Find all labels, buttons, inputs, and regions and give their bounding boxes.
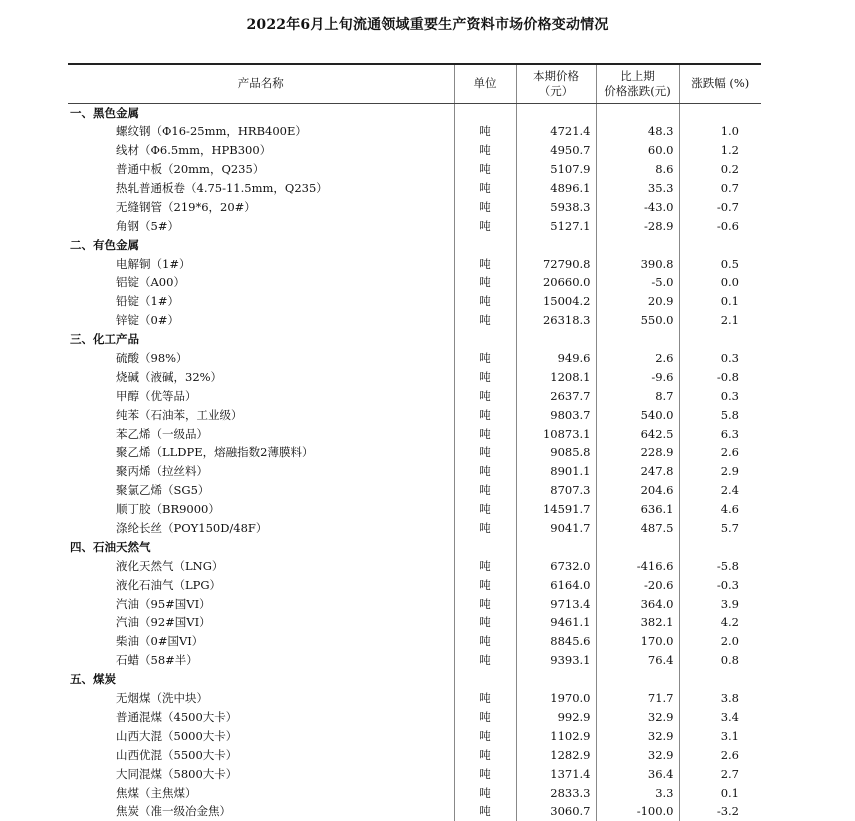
- price-change: 228.9: [596, 443, 679, 462]
- current-price: 9085.8: [516, 443, 596, 462]
- header-current-price-line2: （元）: [538, 83, 574, 98]
- current-price: 10873.1: [516, 424, 596, 443]
- change-percent: 0.7: [679, 179, 761, 198]
- price-change: 247.8: [596, 462, 679, 481]
- table-row: [68, 556, 761, 575]
- product-name: 角钢（5#）: [116, 218, 179, 233]
- product-name: 顺丁胶（BR9000）: [116, 502, 220, 517]
- change-percent: 0.1: [679, 783, 761, 802]
- empty-cell: [596, 235, 679, 254]
- price-change: 60.0: [596, 141, 679, 160]
- product-unit: 吨: [454, 292, 516, 311]
- header-current-price: [516, 64, 596, 103]
- product-unit: 吨: [454, 575, 516, 594]
- current-price: 8845.6: [516, 632, 596, 651]
- product-name: 大同混煤（5800大卡）: [116, 766, 238, 781]
- current-price: 4721.4: [516, 122, 596, 141]
- product-unit: 吨: [454, 783, 516, 802]
- table-row: [68, 386, 761, 405]
- header-change-percent: 涨跌幅 (%): [679, 64, 761, 103]
- empty-cell: [516, 670, 596, 689]
- table-row: [68, 216, 761, 235]
- current-price: 992.9: [516, 708, 596, 727]
- change-percent: 0.3: [679, 386, 761, 405]
- current-price: 8901.1: [516, 462, 596, 481]
- product-unit: 吨: [454, 519, 516, 538]
- product-unit: 吨: [454, 632, 516, 651]
- change-percent: -0.8: [679, 367, 761, 386]
- change-percent: 0.2: [679, 160, 761, 179]
- change-percent: 0.8: [679, 651, 761, 670]
- price-table: [68, 63, 761, 821]
- product-unit: 吨: [454, 556, 516, 575]
- price-change: 364.0: [596, 594, 679, 613]
- price-change: 76.4: [596, 651, 679, 670]
- table-row: [68, 708, 761, 727]
- table-body: [68, 103, 761, 821]
- price-change: 35.3: [596, 179, 679, 198]
- current-price: 9041.7: [516, 519, 596, 538]
- product-name: 纯苯（石油苯，工业级）: [116, 407, 243, 422]
- change-percent: 5.8: [679, 405, 761, 424]
- product-unit: 吨: [454, 273, 516, 292]
- table-row: [68, 575, 761, 594]
- product-unit: 吨: [454, 726, 516, 745]
- change-percent: -0.7: [679, 197, 761, 216]
- product-name: 液化天然气（LNG）: [116, 558, 224, 573]
- change-percent: 3.1: [679, 726, 761, 745]
- change-percent: 0.0: [679, 273, 761, 292]
- current-price: 2833.3: [516, 783, 596, 802]
- price-change: 8.6: [596, 160, 679, 179]
- category-name: 三、化工产品: [70, 332, 139, 347]
- current-price: 5127.1: [516, 216, 596, 235]
- product-unit: 吨: [454, 462, 516, 481]
- product-name: 电解铜（1#）: [116, 256, 191, 271]
- product-name: 山西大混（5000大卡）: [116, 728, 238, 743]
- table-row: [68, 500, 761, 519]
- change-percent: 3.8: [679, 689, 761, 708]
- product-unit: 吨: [454, 424, 516, 443]
- product-name: 铝锭（A00）: [116, 275, 185, 290]
- product-unit: 吨: [454, 613, 516, 632]
- product-unit: 吨: [454, 367, 516, 386]
- price-change: -416.6: [596, 556, 679, 575]
- product-name: 甲醇（优等品）: [116, 388, 197, 403]
- price-change: 204.6: [596, 481, 679, 500]
- category-row: [68, 537, 761, 556]
- price-change: 8.7: [596, 386, 679, 405]
- price-change: 32.9: [596, 726, 679, 745]
- table-row: [68, 462, 761, 481]
- price-change: 170.0: [596, 632, 679, 651]
- product-unit: 吨: [454, 254, 516, 273]
- product-name: 线材（Φ6.5mm，HPB300）: [116, 143, 272, 158]
- product-unit: 吨: [454, 386, 516, 405]
- change-percent: 2.6: [679, 745, 761, 764]
- table-row: [68, 160, 761, 179]
- price-change: 487.5: [596, 519, 679, 538]
- price-change: 48.3: [596, 122, 679, 141]
- table-row: [68, 122, 761, 141]
- page-title: 2022年6月上旬流通领域重要生产资料市场价格变动情况: [246, 17, 609, 33]
- table-row: [68, 726, 761, 745]
- category-row: [68, 670, 761, 689]
- price-change: 32.9: [596, 708, 679, 727]
- change-percent: 2.4: [679, 481, 761, 500]
- category-name: 四、石油天然气: [70, 539, 151, 554]
- price-change: -28.9: [596, 216, 679, 235]
- product-unit: 吨: [454, 349, 516, 368]
- category-name: 五、煤炭: [70, 672, 116, 687]
- table-row: [68, 443, 761, 462]
- current-price: 2637.7: [516, 386, 596, 405]
- change-percent: 1.0: [679, 122, 761, 141]
- change-percent: -3.2: [679, 802, 761, 821]
- price-change: 20.9: [596, 292, 679, 311]
- change-percent: 3.4: [679, 708, 761, 727]
- category-row: [68, 103, 761, 122]
- product-unit: 吨: [454, 708, 516, 727]
- table-row: [68, 613, 761, 632]
- price-change: 390.8: [596, 254, 679, 273]
- change-percent: -5.8: [679, 556, 761, 575]
- product-name: 聚乙烯（LLDPE，熔融指数2薄膜料）: [116, 445, 314, 460]
- header-unit: 单位: [454, 64, 516, 103]
- empty-cell: [679, 330, 761, 349]
- product-unit: 吨: [454, 405, 516, 424]
- empty-cell: [679, 103, 761, 122]
- price-change: 3.3: [596, 783, 679, 802]
- product-name: 焦炭（准一级冶金焦）: [116, 804, 231, 819]
- empty-cell: [454, 670, 516, 689]
- product-unit: 吨: [454, 141, 516, 160]
- product-unit: 吨: [454, 160, 516, 179]
- change-percent: 6.3: [679, 424, 761, 443]
- change-percent: -0.6: [679, 216, 761, 235]
- change-percent: 4.2: [679, 613, 761, 632]
- table-row: [68, 367, 761, 386]
- product-unit: 吨: [454, 179, 516, 198]
- current-price: 4896.1: [516, 179, 596, 198]
- product-name: 螺纹钢（Φ16-25mm，HRB400E）: [116, 124, 307, 139]
- empty-cell: [679, 537, 761, 556]
- product-name: 烧碱（液碱，32%）: [116, 369, 223, 384]
- empty-cell: [679, 670, 761, 689]
- product-name: 石蜡（58#半）: [116, 653, 198, 668]
- current-price: 9393.1: [516, 651, 596, 670]
- product-unit: 吨: [454, 443, 516, 462]
- current-price: 5107.9: [516, 160, 596, 179]
- empty-cell: [454, 537, 516, 556]
- current-price: 6732.0: [516, 556, 596, 575]
- table-row: [68, 254, 761, 273]
- header-price-change-line2: 价格涨跌(元): [604, 83, 671, 98]
- product-unit: 吨: [454, 500, 516, 519]
- product-unit: 吨: [454, 764, 516, 783]
- table-row: [68, 594, 761, 613]
- current-price: 6164.0: [516, 575, 596, 594]
- current-price: 1208.1: [516, 367, 596, 386]
- price-change: 32.9: [596, 745, 679, 764]
- table-row: [68, 405, 761, 424]
- empty-cell: [454, 235, 516, 254]
- product-unit: 吨: [454, 197, 516, 216]
- price-change: -100.0: [596, 802, 679, 821]
- current-price: 3060.7: [516, 802, 596, 821]
- price-change: 550.0: [596, 311, 679, 330]
- current-price: 1282.9: [516, 745, 596, 764]
- price-change: 36.4: [596, 764, 679, 783]
- current-price: 9713.4: [516, 594, 596, 613]
- product-name: 聚丙烯（拉丝料）: [116, 464, 208, 479]
- product-name: 无烟煤（洗中块）: [116, 691, 208, 706]
- table-row: [68, 802, 761, 821]
- price-change: 642.5: [596, 424, 679, 443]
- empty-cell: [596, 330, 679, 349]
- current-price: 72790.8: [516, 254, 596, 273]
- price-change: -5.0: [596, 273, 679, 292]
- current-price: 14591.7: [516, 500, 596, 519]
- product-name: 普通中板（20mm，Q235）: [116, 162, 265, 177]
- current-price: 9461.1: [516, 613, 596, 632]
- header-product-name: 产品名称: [68, 64, 454, 103]
- product-name: 硫酸（98%）: [116, 351, 188, 366]
- product-name: 液化石油气（LPG）: [116, 577, 222, 592]
- table-row: [68, 349, 761, 368]
- header-price-change-line1: 比上期: [620, 68, 655, 83]
- product-name: 柴油（0#国VI）: [116, 634, 204, 649]
- product-unit: 吨: [454, 122, 516, 141]
- change-percent: 2.9: [679, 462, 761, 481]
- empty-cell: [596, 103, 679, 122]
- change-percent: 1.2: [679, 141, 761, 160]
- category-name: 二、有色金属: [70, 237, 139, 252]
- header-current-price-line1: 本期价格: [533, 68, 579, 83]
- change-percent: -0.3: [679, 575, 761, 594]
- change-percent: 3.9: [679, 594, 761, 613]
- product-name: 汽油（95#国VI）: [116, 596, 211, 611]
- empty-cell: [516, 103, 596, 122]
- price-change: -43.0: [596, 197, 679, 216]
- current-price: 15004.2: [516, 292, 596, 311]
- table-row: [68, 745, 761, 764]
- table-row: [68, 689, 761, 708]
- change-percent: 0.1: [679, 292, 761, 311]
- change-percent: 2.6: [679, 443, 761, 462]
- price-change: 71.7: [596, 689, 679, 708]
- current-price: 9803.7: [516, 405, 596, 424]
- category-row: [68, 330, 761, 349]
- product-unit: 吨: [454, 481, 516, 500]
- change-percent: 4.6: [679, 500, 761, 519]
- change-percent: 0.5: [679, 254, 761, 273]
- table-row: [68, 311, 761, 330]
- table-row: [68, 141, 761, 160]
- table-row: [68, 764, 761, 783]
- table-row: [68, 519, 761, 538]
- product-unit: 吨: [454, 594, 516, 613]
- price-change: 382.1: [596, 613, 679, 632]
- product-unit: 吨: [454, 311, 516, 330]
- change-percent: 0.3: [679, 349, 761, 368]
- table-header-row: [68, 64, 761, 103]
- product-name: 汽油（92#国VI）: [116, 615, 211, 630]
- current-price: 1970.0: [516, 689, 596, 708]
- change-percent: 5.7: [679, 519, 761, 538]
- empty-cell: [596, 537, 679, 556]
- product-unit: 吨: [454, 745, 516, 764]
- change-percent: 2.7: [679, 764, 761, 783]
- table-row: [68, 424, 761, 443]
- product-unit: 吨: [454, 216, 516, 235]
- price-change: 540.0: [596, 405, 679, 424]
- table-row: [68, 197, 761, 216]
- header-price-change: [596, 64, 679, 103]
- product-name: 铅锭（1#）: [116, 294, 179, 309]
- table-row: [68, 632, 761, 651]
- empty-cell: [454, 103, 516, 122]
- product-name: 无缝钢管（219*6，20#）: [116, 199, 256, 214]
- empty-cell: [679, 235, 761, 254]
- current-price: 8707.3: [516, 481, 596, 500]
- current-price: 20660.0: [516, 273, 596, 292]
- table-row: [68, 273, 761, 292]
- empty-cell: [516, 330, 596, 349]
- current-price: 1102.9: [516, 726, 596, 745]
- table-row: [68, 651, 761, 670]
- product-name: 聚氯乙烯（SG5）: [116, 483, 210, 498]
- price-change: 2.6: [596, 349, 679, 368]
- change-percent: 2.0: [679, 632, 761, 651]
- current-price: 4950.7: [516, 141, 596, 160]
- product-unit: 吨: [454, 651, 516, 670]
- table-row: [68, 783, 761, 802]
- empty-cell: [596, 670, 679, 689]
- product-name: 苯乙烯（一级品）: [116, 426, 208, 441]
- product-name: 山西优混（5500大卡）: [116, 747, 238, 762]
- current-price: 949.6: [516, 349, 596, 368]
- product-name: 焦煤（主焦煤）: [116, 785, 197, 800]
- price-change: -9.6: [596, 367, 679, 386]
- price-change: 636.1: [596, 500, 679, 519]
- change-percent: 2.1: [679, 311, 761, 330]
- product-name: 锌锭（0#）: [116, 313, 179, 328]
- table-row: [68, 292, 761, 311]
- table-row: [68, 179, 761, 198]
- category-row: [68, 235, 761, 254]
- product-unit: 吨: [454, 689, 516, 708]
- product-name: 普通混煤（4500大卡）: [116, 709, 238, 724]
- empty-cell: [516, 235, 596, 254]
- product-name: 热轧普通板卷（4.75-11.5mm，Q235）: [116, 181, 328, 195]
- product-name: 涤纶长丝（POY150D/48F）: [116, 521, 268, 536]
- empty-cell: [454, 330, 516, 349]
- product-unit: 吨: [454, 802, 516, 821]
- current-price: 26318.3: [516, 311, 596, 330]
- table-row: [68, 481, 761, 500]
- current-price: 1371.4: [516, 764, 596, 783]
- category-name: 一、黑色金属: [70, 105, 139, 120]
- empty-cell: [516, 537, 596, 556]
- price-change: -20.6: [596, 575, 679, 594]
- current-price: 5938.3: [516, 197, 596, 216]
